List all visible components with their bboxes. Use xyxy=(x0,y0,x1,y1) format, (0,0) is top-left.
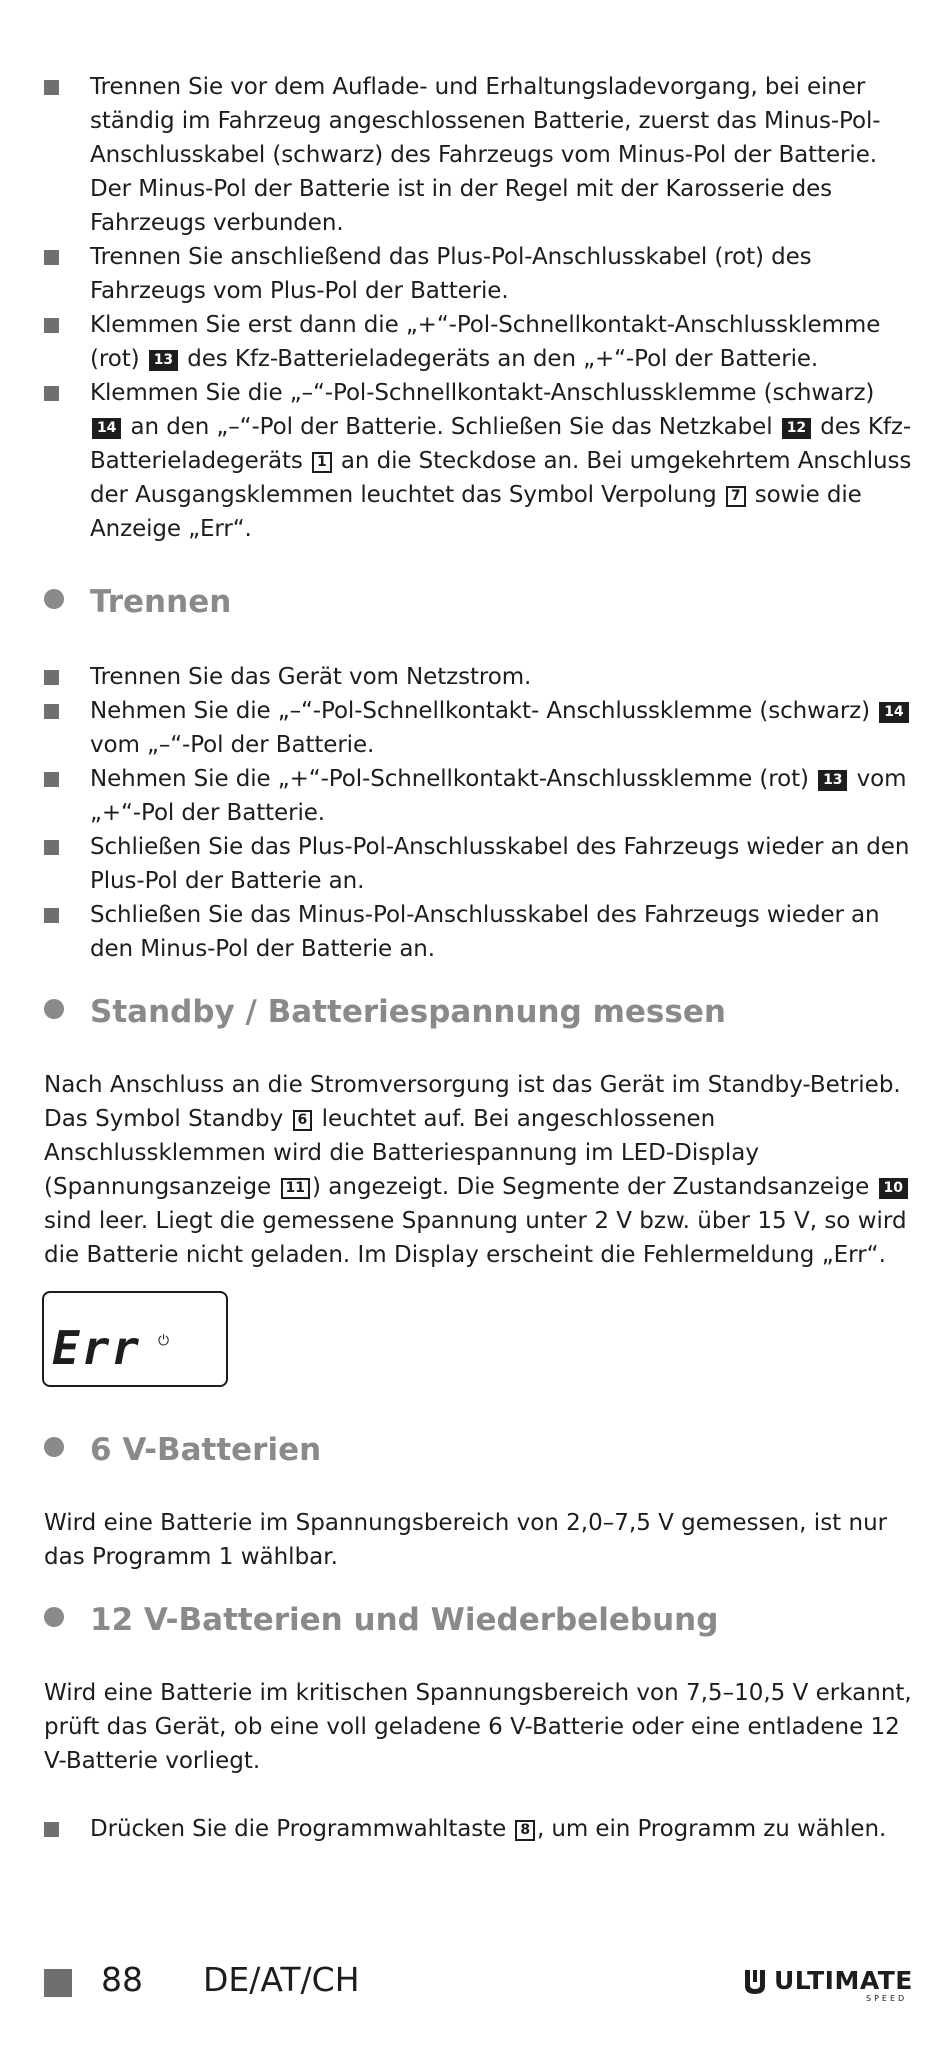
bullet-square-icon xyxy=(44,80,59,95)
bullet-square-icon xyxy=(44,908,59,923)
text-segment: sowie die Anzeige „Err“. xyxy=(90,482,862,542)
bullet-square-icon xyxy=(44,670,59,685)
text-segment: Drücken Sie die Programmwahltaste xyxy=(90,1816,507,1842)
brand-subname: SPEED xyxy=(866,1994,908,2003)
text-segment: des Kfz-Batterieladegeräts xyxy=(90,414,912,474)
standby-paragraph xyxy=(44,1068,924,1272)
lcd-display-illustration xyxy=(42,1291,228,1387)
heading-text: Standby / Batteriespannung messen xyxy=(90,994,726,1030)
heading-text: Trennen xyxy=(90,584,232,620)
list-item xyxy=(44,660,914,694)
list-item-text: Trennen Sie das Gerät vom Netzstrom. xyxy=(90,664,532,690)
ref-number: 13 xyxy=(149,350,178,371)
heading-text: 12 V-Batterien und Wiederbelebung xyxy=(90,1602,719,1638)
bullet-square-icon xyxy=(44,318,59,333)
list-item-text xyxy=(90,376,914,546)
ref-number: 8 xyxy=(515,1820,535,1841)
text-segment: an die Steckdose an. Bei umgekehrtem Anschluss der Ausgangsklemmen leuchtet das Symbol Verpolung xyxy=(90,448,912,508)
six-volt-paragraph: Wird eine Batterie im Spannungsbereich von 2,0–7,5 V gemessen, ist nur das Programm 1 wählbar. xyxy=(44,1510,888,1570)
text-segment: leuchtet auf. Bei angeschlossenen Anschlussklemmen wird die Batteriespannung im LED-Display (Spannungsanzeige xyxy=(44,1106,759,1200)
section-heading-12v xyxy=(44,1600,718,1640)
bullet-square-icon xyxy=(44,704,59,719)
region-label: DE/AT/CH xyxy=(203,1960,360,1999)
list-item xyxy=(44,1812,914,1846)
bullet-square-icon xyxy=(44,1822,59,1837)
list-item-text: Schließen Sie das Plus-Pol-Anschlusskabel des Fahrzeugs wieder an den Plus-Pol der Batterie an. xyxy=(90,834,910,894)
page-number: 88 xyxy=(101,1960,143,1999)
section-heading-trennen xyxy=(44,582,231,622)
list-item xyxy=(44,898,914,966)
list-item xyxy=(44,308,914,376)
text-segment: vom „+“-Pol der Batterie. xyxy=(90,766,907,826)
list-item-text xyxy=(90,694,914,762)
text-segment: Nehmen Sie die „–“-Pol-Schnellkontakt- Anschlussklemme (schwarz) xyxy=(90,698,871,724)
text-segment: vom „–“-Pol der Batterie. xyxy=(90,732,375,758)
text-segment: an den „–“-Pol der Batterie. Schließen Sie das Netzkabel xyxy=(130,414,773,440)
bullet-square-icon xyxy=(44,386,59,401)
ref-number: 14 xyxy=(879,702,908,723)
text-segment: Nehmen Sie die „+“-Pol-Schnellkontakt-Anschlussklemme (rot) xyxy=(90,766,809,792)
list-item xyxy=(44,240,914,308)
text-segment: des Kfz-Batterieladegeräts an den „+“-Pol der Batterie. xyxy=(187,346,819,372)
list-item-text: Trennen Sie anschließend das Plus-Pol-Anschlusskabel (rot) des Fahrzeugs vom Plus-Pol der Batterie. xyxy=(90,244,812,304)
brand-name: ULTIMATE xyxy=(774,1966,913,1995)
bullet-square-icon xyxy=(44,840,59,855)
bullet-square-icon xyxy=(44,772,59,787)
text-segment: Klemmen Sie die „–“-Pol-Schnellkontakt-Anschlussklemme (schwarz) xyxy=(90,380,875,406)
footer-square-icon xyxy=(44,1969,72,1997)
list-item-text: Trennen Sie vor dem Auflade- und Erhaltungsladevorgang, bei einer ständig im Fahrzeug angeschlossenen Batterie, zuerst das Minus-Pol-Anschlusskabel (schwarz) des Fahrzeugs vom Minus-Pol der Batterie. Der Minus-Pol der Batterie ist in der Regel mit der Karosserie des Fahrzeugs verbunden. xyxy=(90,74,881,236)
heading-bullet-icon xyxy=(44,589,64,609)
bullet-square-icon xyxy=(44,250,59,265)
lcd-error-text: Err xyxy=(52,1321,142,1375)
list-item xyxy=(44,830,914,898)
list-item xyxy=(44,70,914,240)
ref-number: 6 xyxy=(293,1110,313,1131)
twelve-volt-paragraph: Wird eine Batterie im kritischen Spannungsbereich von 7,5–10,5 V erkannt, prüft das Gerät, ob eine voll geladene 6 V-Batterie oder eine entladene 12 V-Batterie vorliegt. xyxy=(44,1680,912,1774)
brand-mark-icon xyxy=(742,1968,768,1996)
standby-power-icon: ⏻ xyxy=(158,1333,170,1349)
list-item xyxy=(44,376,914,546)
ref-number: 12 xyxy=(782,418,811,439)
heading-text: 6 V-Batterien xyxy=(90,1432,322,1468)
heading-bullet-icon xyxy=(44,999,64,1019)
list-item xyxy=(44,762,914,830)
ref-number: 13 xyxy=(818,770,847,791)
list-item-text xyxy=(90,1812,914,1846)
heading-bullet-icon xyxy=(44,1437,64,1457)
ref-number: 14 xyxy=(92,418,121,439)
ref-number: 1 xyxy=(312,452,332,473)
list-item xyxy=(44,694,914,762)
list-item-text xyxy=(90,762,914,830)
list-item-text xyxy=(90,308,914,376)
ref-number: 10 xyxy=(879,1178,908,1199)
ref-number: 7 xyxy=(726,486,746,507)
text-segment: , um ein Programm zu wählen. xyxy=(537,1816,887,1842)
list-item-text: Schließen Sie das Minus-Pol-Anschlusskabel des Fahrzeugs wieder an den Minus-Pol der Batterie an. xyxy=(90,902,880,962)
section-heading-standby xyxy=(44,992,726,1032)
heading-bullet-icon xyxy=(44,1607,64,1627)
ref-number: 11 xyxy=(281,1178,310,1199)
text-segment: ) angezeigt. Die Segmente der Zustandsanzeige xyxy=(312,1174,870,1200)
section-heading-6v xyxy=(44,1430,321,1470)
text-segment: Nach Anschluss an die Stromversorgung ist das Gerät im Standby-Betrieb. Das Symbol Standby xyxy=(44,1072,901,1132)
text-segment: sind leer. Liegt die gemessene Spannung unter 2 V bzw. über 15 V, so wird die Batterie nicht geladen. Im Display erscheint die Fehlermeldung „Err“. xyxy=(44,1208,907,1268)
text-segment: Klemmen Sie erst dann die „+“-Pol-Schnellkontakt-Anschlussklemme (rot) xyxy=(90,312,881,372)
brand-logo xyxy=(742,1966,912,2004)
